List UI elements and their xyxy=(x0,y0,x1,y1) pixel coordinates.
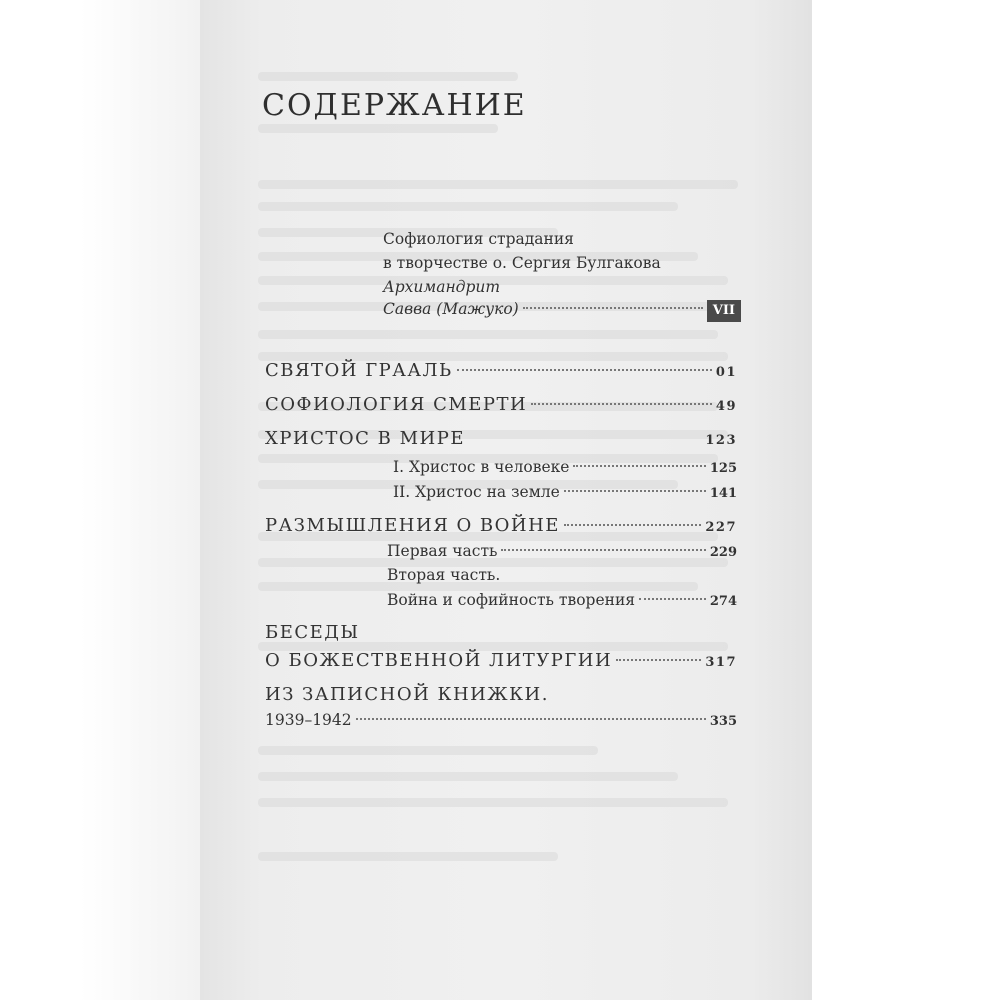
toc-entry[interactable] xyxy=(265,650,737,671)
page-number: 229 xyxy=(709,545,737,560)
toc-entry[interactable] xyxy=(265,360,737,381)
toc-subentry[interactable] xyxy=(393,483,737,501)
toc-title: СОДЕРЖАНИЕ xyxy=(262,88,527,123)
dot-leader xyxy=(457,369,712,371)
toc-entry[interactable] xyxy=(265,394,737,415)
dot-leader xyxy=(523,307,703,309)
page-number: 227 xyxy=(705,520,737,535)
dot-leader xyxy=(616,659,701,661)
preface-author-line1: Архимандрит xyxy=(383,278,501,296)
toc-subentry[interactable] xyxy=(387,591,737,609)
toc-subentry-title: Вторая часть. xyxy=(387,566,501,584)
toc-entry-preface[interactable] xyxy=(383,300,741,322)
entry-title: II. Христос на земле xyxy=(393,483,560,501)
page-number: 123 xyxy=(705,433,737,448)
dot-leader xyxy=(356,718,706,720)
toc-entry-title: БЕСЕДЫ xyxy=(265,622,360,643)
preface-author-line2: Савва (Мажуко) xyxy=(383,300,519,318)
dot-leader xyxy=(639,598,706,600)
preface-title-line1: Софиология страдания xyxy=(383,230,574,248)
entry-title: Первая часть xyxy=(387,542,498,560)
toc-subentry[interactable] xyxy=(393,458,737,476)
preface-title-line2: в творчестве о. Сергия Булгакова xyxy=(383,254,661,272)
dot-leader xyxy=(564,490,706,492)
page-number: 274 xyxy=(709,594,737,609)
entry-title: СВЯТОЙ ГРААЛЬ xyxy=(265,360,453,381)
book-spine-margin xyxy=(0,0,200,1000)
page-number: 317 xyxy=(705,655,737,670)
entry-title: I. Христос в человеке xyxy=(393,458,570,476)
dot-leader xyxy=(501,549,705,551)
dot-leader xyxy=(573,465,705,467)
toc-entry[interactable] xyxy=(265,711,737,729)
entry-title: СОФИОЛОГИЯ СМЕРТИ xyxy=(265,394,528,415)
toc-entry-title: ИЗ ЗАПИСНОЙ КНИЖКИ. xyxy=(265,684,549,705)
entry-title: 1939–1942 xyxy=(265,711,352,729)
entry-title: ХРИСТОС В МИРЕ xyxy=(265,428,465,449)
toc-entry[interactable] xyxy=(265,428,737,449)
dot-leader xyxy=(531,403,712,405)
page-right-margin xyxy=(812,0,1000,1000)
entry-title: О БОЖЕСТВЕННОЙ ЛИТУРГИИ xyxy=(265,650,613,671)
toc-subentry[interactable] xyxy=(387,542,737,560)
page-number: 01 xyxy=(715,365,737,380)
page-number: 49 xyxy=(715,399,737,414)
entry-title: РАЗМЫШЛЕНИЯ О ВОЙНЕ xyxy=(265,515,560,536)
page-number: 125 xyxy=(709,461,737,476)
entry-title: Война и софийность творения xyxy=(387,591,636,609)
page-number-badge: VII xyxy=(707,300,741,322)
toc-entry[interactable] xyxy=(265,515,737,536)
page-number: 141 xyxy=(709,486,737,501)
dot-leader xyxy=(564,524,701,526)
page-number: 335 xyxy=(709,714,737,729)
